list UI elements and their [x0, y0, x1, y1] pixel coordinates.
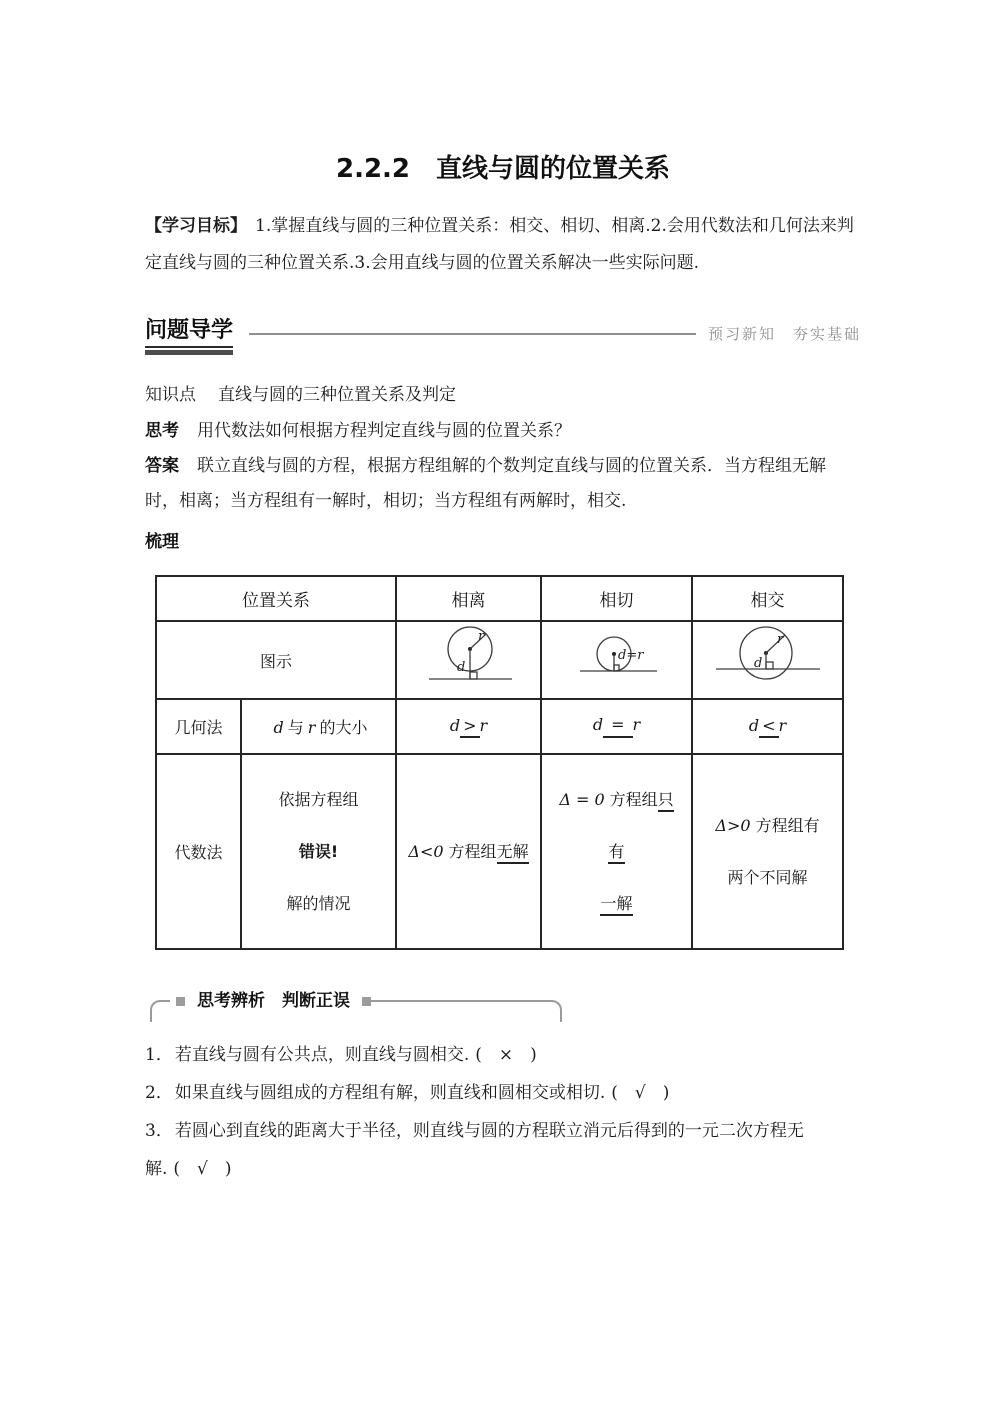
learning-objectives [145, 208, 861, 282]
summary-label-line [145, 527, 861, 557]
tangent-diagram [552, 622, 682, 694]
section-subtitle: 预习新知 夯实基础 [707, 325, 861, 343]
table-header-row [156, 576, 843, 621]
section-header [145, 318, 861, 355]
distance-label: d [753, 656, 762, 671]
think-line [145, 413, 861, 449]
var-r: r [307, 718, 316, 737]
quiz-section-header [150, 990, 562, 1022]
question-1 [145, 1036, 861, 1074]
alg-cell-tangent [541, 754, 692, 949]
table-geometric-row [156, 699, 843, 754]
question-2 [145, 1074, 861, 1112]
question-answer-mark: ( √ ) [611, 1083, 670, 1103]
section-title: 问题导学 [145, 318, 233, 348]
delta-condition: Δ<0 [408, 841, 444, 861]
var-r: r [479, 715, 488, 735]
answer-operator: = [603, 715, 632, 738]
question-text: 如果直线与圆组成的方程组有解，则直线和圆相交或相切. [174, 1083, 606, 1103]
alg-line [703, 800, 832, 852]
question-number: 2． [145, 1083, 173, 1103]
question-number: 3． [145, 1121, 173, 1141]
section-rule [249, 333, 696, 335]
question-text: 若圆心到直线的距离大于半径，则直线与圆的方程联立消元后得到的一元二次方程无 [174, 1121, 804, 1141]
distance-label: d [456, 660, 465, 675]
question-answer-mark: ( √ ) [173, 1159, 232, 1179]
objectives-text-line1: 1.掌握直线与圆的三种位置关系：相交、相切、相离.2.会用代数法和几何法来判 [255, 216, 854, 236]
page-title: 2.2.2 直线与圆的位置关系 [335, 154, 671, 184]
table-algebraic-row [156, 754, 843, 949]
alg-answer: 两个不同解 [727, 867, 808, 887]
summary-label: 梳理 [145, 532, 179, 552]
question-answer-mark: ( × ) [475, 1045, 537, 1065]
diagram-cell-intersect [692, 621, 843, 699]
answer-label: 答案 [145, 456, 179, 476]
var-d: d [592, 715, 604, 734]
alg-pre-text: 方程组有 [755, 815, 820, 835]
var-d: d [748, 715, 760, 735]
bullet-square-icon [176, 997, 185, 1006]
var-r: r [632, 715, 641, 734]
answer-text-line2: 时，相离；当方程组有一解时，相切；当方程组有两解时，相交. [145, 491, 627, 511]
question-text-continued: 解. [145, 1159, 168, 1179]
alg-answer: 无解 [497, 842, 529, 864]
alg-pre-text: 方程组 [609, 789, 658, 809]
desc-tail: 的大小 [319, 718, 368, 737]
diagram-label-cell: 图示 [156, 621, 396, 699]
separate-diagram [404, 622, 534, 694]
delta-condition: Δ = 0 [559, 789, 605, 809]
geo-cell-intersect [692, 699, 843, 754]
section-title-underline [145, 350, 233, 355]
relation-table [155, 575, 844, 950]
answer-paragraph [145, 449, 861, 519]
var-d: d [449, 715, 461, 735]
header-cell-relation: 位置关系 [156, 576, 396, 621]
geo-cell-tangent [541, 699, 692, 754]
objectives-label: 【学习目标】 [145, 216, 247, 236]
knowledge-point-text: 直线与圆的三种位置关系及判定 [218, 385, 456, 405]
radius-label: r [776, 632, 783, 647]
bracket-left-corner [150, 1000, 170, 1022]
alg-cell-separate [396, 754, 541, 949]
delta-condition: Δ>0 [715, 815, 751, 835]
var-r: r [778, 715, 787, 735]
answer-operator: > [460, 716, 479, 738]
alg-line [703, 852, 832, 904]
knowledge-point-line [145, 377, 861, 413]
radius-label: r [477, 629, 484, 644]
alg-answer: 一解 [600, 894, 632, 916]
objectives-text-line2: 定直线与圆的三种位置关系.3.会用直线与圆的位置关系解决一些实际问题. [145, 253, 700, 273]
true-false-questions [145, 1036, 861, 1188]
knowledge-point-label: 知识点 [145, 385, 196, 405]
distance-equals-radius-label: d=r [617, 648, 643, 663]
alg-pre-text: 方程组 [448, 841, 497, 861]
alg-cell-intersect [692, 754, 843, 949]
diagram-cell-tangent [541, 621, 692, 699]
answer-operator: < [759, 716, 778, 738]
header-cell-separate: 相离 [396, 576, 541, 621]
bracket-line [371, 1000, 542, 1002]
geometric-method-desc [241, 699, 396, 754]
alg-desc-line1: 依据方程组 [278, 789, 359, 809]
quiz-title: 思考辨析 判断正误 [197, 991, 350, 1011]
bracket-right-corner [542, 1000, 562, 1022]
conj-text: 与 [287, 718, 304, 737]
question-text: 若直线与圆有公共点，则直线与圆相交. [174, 1045, 470, 1065]
algebraic-method-label: 代数法 [156, 754, 241, 949]
geo-cell-separate [396, 699, 541, 754]
algebraic-method-desc [241, 754, 396, 949]
bullet-square-icon [362, 997, 371, 1006]
alg-desc-error-field: 错误! [298, 841, 339, 861]
diagram-cell-separate [396, 621, 541, 699]
question-3 [145, 1112, 861, 1188]
table-diagram-row [156, 621, 843, 699]
think-text: 用代数法如何根据方程判定直线与圆的位置关系？ [197, 421, 571, 441]
alg-answer: 只有 [608, 790, 673, 864]
header-cell-tangent: 相切 [541, 576, 692, 621]
think-label: 思考 [145, 421, 179, 441]
alg-line [407, 826, 530, 878]
alg-desc-line3: 解的情况 [286, 893, 351, 913]
intersect-diagram [698, 622, 838, 694]
page-content [145, 152, 861, 1188]
alg-line [552, 774, 681, 878]
section-title-block [145, 318, 233, 355]
var-d: d [273, 718, 284, 737]
geometric-method-label: 几何法 [156, 699, 241, 754]
answer-text-line1: 联立直线与圆的方程，根据方程组解的个数判定直线与圆的位置关系．当方程组无解 [197, 456, 826, 476]
header-cell-intersect: 相交 [692, 576, 843, 621]
question-number: 1． [145, 1045, 173, 1065]
alg-line [552, 878, 681, 930]
